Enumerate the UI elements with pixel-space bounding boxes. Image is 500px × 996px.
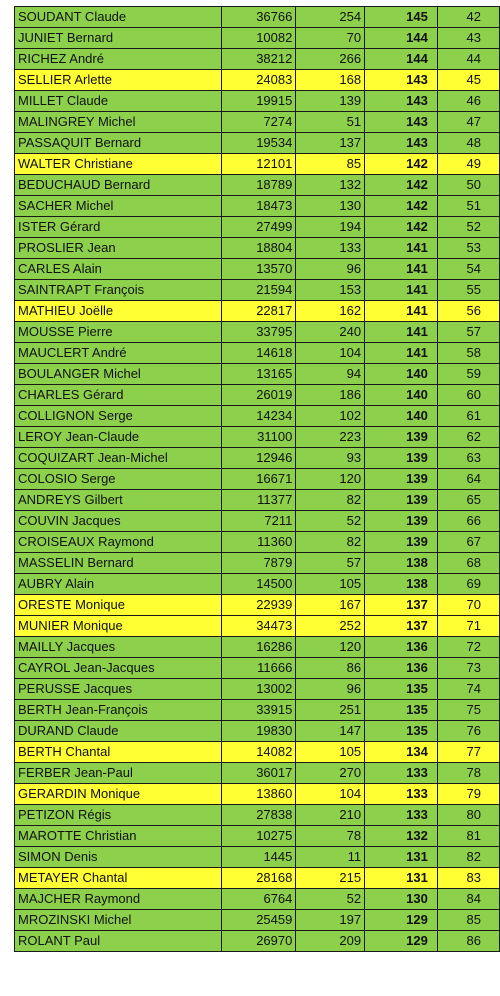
average-cell: 141 xyxy=(365,322,438,343)
average-cell: 141 xyxy=(365,301,438,322)
total-score-cell: 7274 xyxy=(222,112,296,133)
average-cell: 136 xyxy=(365,658,438,679)
count-cell: 86 xyxy=(296,658,365,679)
player-name-cell: MILLET Claude xyxy=(15,91,222,112)
average-cell: 133 xyxy=(365,763,438,784)
table-row xyxy=(15,826,500,847)
rank-cell: 43 xyxy=(437,28,499,49)
average-cell: 129 xyxy=(365,910,438,931)
average-cell: 142 xyxy=(365,175,438,196)
total-score-cell: 24083 xyxy=(222,70,296,91)
rank-cell: 68 xyxy=(437,553,499,574)
average-cell: 139 xyxy=(365,532,438,553)
count-cell: 186 xyxy=(296,385,365,406)
total-score-cell: 38212 xyxy=(222,49,296,70)
count-cell: 93 xyxy=(296,448,365,469)
player-name-cell: CARLES Alain xyxy=(15,259,222,280)
rank-cell: 52 xyxy=(437,217,499,238)
rank-cell: 81 xyxy=(437,826,499,847)
rank-cell: 45 xyxy=(437,70,499,91)
player-name-cell: MATHIEU Joëlle xyxy=(15,301,222,322)
total-score-cell: 26970 xyxy=(222,931,296,952)
player-name-cell: LEROY Jean-Claude xyxy=(15,427,222,448)
total-score-cell: 13860 xyxy=(222,784,296,805)
rank-cell: 66 xyxy=(437,511,499,532)
average-cell: 142 xyxy=(365,154,438,175)
rank-cell: 62 xyxy=(437,427,499,448)
table-row xyxy=(15,133,500,154)
table-row xyxy=(15,574,500,595)
table-row xyxy=(15,7,500,28)
count-cell: 96 xyxy=(296,259,365,280)
table-row xyxy=(15,889,500,910)
average-cell: 141 xyxy=(365,259,438,280)
total-score-cell: 16671 xyxy=(222,469,296,490)
rank-cell: 78 xyxy=(437,763,499,784)
rank-cell: 61 xyxy=(437,406,499,427)
total-score-cell: 31100 xyxy=(222,427,296,448)
rank-cell: 58 xyxy=(437,343,499,364)
count-cell: 82 xyxy=(296,490,365,511)
rank-cell: 55 xyxy=(437,280,499,301)
total-score-cell: 14082 xyxy=(222,742,296,763)
count-cell: 270 xyxy=(296,763,365,784)
average-cell: 139 xyxy=(365,448,438,469)
average-cell: 135 xyxy=(365,721,438,742)
average-cell: 140 xyxy=(365,364,438,385)
average-cell: 141 xyxy=(365,343,438,364)
total-score-cell: 25459 xyxy=(222,910,296,931)
total-score-cell: 13165 xyxy=(222,364,296,385)
table-row xyxy=(15,154,500,175)
average-cell: 137 xyxy=(365,616,438,637)
player-name-cell: COQUIZART Jean-Michel xyxy=(15,448,222,469)
table-row xyxy=(15,469,500,490)
count-cell: 139 xyxy=(296,91,365,112)
table-row xyxy=(15,427,500,448)
player-name-cell: SAINTRAPT François xyxy=(15,280,222,301)
rank-cell: 69 xyxy=(437,574,499,595)
table-row xyxy=(15,448,500,469)
player-name-cell: PASSAQUIT Bernard xyxy=(15,133,222,154)
average-cell: 130 xyxy=(365,889,438,910)
count-cell: 266 xyxy=(296,49,365,70)
table-row xyxy=(15,91,500,112)
count-cell: 102 xyxy=(296,406,365,427)
player-name-cell: ROLANT Paul xyxy=(15,931,222,952)
table-row xyxy=(15,175,500,196)
player-name-cell: MAUCLERT André xyxy=(15,343,222,364)
player-name-cell: CHARLES Gérard xyxy=(15,385,222,406)
table-row xyxy=(15,763,500,784)
player-name-cell: MUNIER Monique xyxy=(15,616,222,637)
player-name-cell: PETIZON Régis xyxy=(15,805,222,826)
rank-cell: 64 xyxy=(437,469,499,490)
average-cell: 131 xyxy=(365,868,438,889)
total-score-cell: 19915 xyxy=(222,91,296,112)
player-name-cell: SIMON Denis xyxy=(15,847,222,868)
table-row xyxy=(15,784,500,805)
table-row xyxy=(15,910,500,931)
player-name-cell: PERUSSE Jacques xyxy=(15,679,222,700)
count-cell: 137 xyxy=(296,133,365,154)
average-cell: 132 xyxy=(365,826,438,847)
rank-cell: 60 xyxy=(437,385,499,406)
total-score-cell: 26019 xyxy=(222,385,296,406)
player-name-cell: COLOSIO Serge xyxy=(15,469,222,490)
rank-cell: 42 xyxy=(437,7,499,28)
player-name-cell: BOULANGER Michel xyxy=(15,364,222,385)
player-name-cell: BEDUCHAUD Bernard xyxy=(15,175,222,196)
player-name-cell: SACHER Michel xyxy=(15,196,222,217)
table-row xyxy=(15,238,500,259)
player-name-cell: MAILLY Jacques xyxy=(15,637,222,658)
table-row xyxy=(15,868,500,889)
average-cell: 140 xyxy=(365,385,438,406)
total-score-cell: 28168 xyxy=(222,868,296,889)
table-row xyxy=(15,259,500,280)
table-row xyxy=(15,553,500,574)
count-cell: 147 xyxy=(296,721,365,742)
average-cell: 137 xyxy=(365,595,438,616)
table-row xyxy=(15,679,500,700)
count-cell: 57 xyxy=(296,553,365,574)
average-cell: 138 xyxy=(365,574,438,595)
count-cell: 240 xyxy=(296,322,365,343)
table-row xyxy=(15,28,500,49)
count-cell: 197 xyxy=(296,910,365,931)
count-cell: 209 xyxy=(296,931,365,952)
average-cell: 135 xyxy=(365,679,438,700)
count-cell: 52 xyxy=(296,511,365,532)
total-score-cell: 27499 xyxy=(222,217,296,238)
rank-cell: 76 xyxy=(437,721,499,742)
table-row xyxy=(15,721,500,742)
count-cell: 96 xyxy=(296,679,365,700)
total-score-cell: 36766 xyxy=(222,7,296,28)
total-score-cell: 19830 xyxy=(222,721,296,742)
count-cell: 120 xyxy=(296,637,365,658)
total-score-cell: 34473 xyxy=(222,616,296,637)
table-row xyxy=(15,70,500,91)
total-score-cell: 21594 xyxy=(222,280,296,301)
average-cell: 143 xyxy=(365,133,438,154)
count-cell: 78 xyxy=(296,826,365,847)
average-cell: 141 xyxy=(365,280,438,301)
player-name-cell: SELLIER Arlette xyxy=(15,70,222,91)
total-score-cell: 27838 xyxy=(222,805,296,826)
table-row xyxy=(15,637,500,658)
average-cell: 139 xyxy=(365,427,438,448)
average-cell: 140 xyxy=(365,406,438,427)
player-name-cell: CROISEAUX Raymond xyxy=(15,532,222,553)
average-cell: 135 xyxy=(365,700,438,721)
rank-cell: 50 xyxy=(437,175,499,196)
total-score-cell: 33795 xyxy=(222,322,296,343)
count-cell: 94 xyxy=(296,364,365,385)
player-name-cell: MROZINSKI Michel xyxy=(15,910,222,931)
count-cell: 11 xyxy=(296,847,365,868)
player-name-cell: MALINGREY Michel xyxy=(15,112,222,133)
total-score-cell: 11666 xyxy=(222,658,296,679)
player-name-cell: ISTER Gérard xyxy=(15,217,222,238)
rank-cell: 59 xyxy=(437,364,499,385)
average-cell: 133 xyxy=(365,805,438,826)
rank-cell: 70 xyxy=(437,595,499,616)
table-row xyxy=(15,658,500,679)
rank-cell: 73 xyxy=(437,658,499,679)
count-cell: 153 xyxy=(296,280,365,301)
table-row xyxy=(15,616,500,637)
total-score-cell: 7211 xyxy=(222,511,296,532)
count-cell: 52 xyxy=(296,889,365,910)
rank-cell: 74 xyxy=(437,679,499,700)
average-cell: 143 xyxy=(365,70,438,91)
count-cell: 168 xyxy=(296,70,365,91)
total-score-cell: 22817 xyxy=(222,301,296,322)
count-cell: 104 xyxy=(296,343,365,364)
table-row xyxy=(15,112,500,133)
rank-cell: 63 xyxy=(437,448,499,469)
table-row xyxy=(15,595,500,616)
average-cell: 145 xyxy=(365,7,438,28)
count-cell: 120 xyxy=(296,469,365,490)
player-name-cell: COLLIGNON Serge xyxy=(15,406,222,427)
rank-cell: 44 xyxy=(437,49,499,70)
player-name-cell: PROSLIER Jean xyxy=(15,238,222,259)
player-name-cell: CAYROL Jean-Jacques xyxy=(15,658,222,679)
rank-cell: 75 xyxy=(437,700,499,721)
table-row xyxy=(15,343,500,364)
count-cell: 104 xyxy=(296,784,365,805)
rank-cell: 72 xyxy=(437,637,499,658)
table-row xyxy=(15,406,500,427)
total-score-cell: 18789 xyxy=(222,175,296,196)
count-cell: 105 xyxy=(296,574,365,595)
total-score-cell: 14618 xyxy=(222,343,296,364)
total-score-cell: 13570 xyxy=(222,259,296,280)
ranking-table-body xyxy=(15,7,500,952)
player-name-cell: MAJCHER Raymond xyxy=(15,889,222,910)
count-cell: 132 xyxy=(296,175,365,196)
total-score-cell: 18473 xyxy=(222,196,296,217)
average-cell: 142 xyxy=(365,217,438,238)
count-cell: 82 xyxy=(296,532,365,553)
average-cell: 134 xyxy=(365,742,438,763)
total-score-cell: 10275 xyxy=(222,826,296,847)
player-name-cell: MAROTTE Christian xyxy=(15,826,222,847)
rank-cell: 77 xyxy=(437,742,499,763)
average-cell: 139 xyxy=(365,490,438,511)
rank-cell: 51 xyxy=(437,196,499,217)
player-name-cell: MASSELIN Bernard xyxy=(15,553,222,574)
player-name-cell: AUBRY Alain xyxy=(15,574,222,595)
table-row xyxy=(15,490,500,511)
count-cell: 105 xyxy=(296,742,365,763)
rank-cell: 85 xyxy=(437,910,499,931)
rank-cell: 56 xyxy=(437,301,499,322)
rank-cell: 54 xyxy=(437,259,499,280)
player-name-cell: BERTH Jean-François xyxy=(15,700,222,721)
table-row xyxy=(15,700,500,721)
table-row xyxy=(15,931,500,952)
rank-cell: 86 xyxy=(437,931,499,952)
count-cell: 252 xyxy=(296,616,365,637)
player-name-cell: FERBER Jean-Paul xyxy=(15,763,222,784)
total-score-cell: 14500 xyxy=(222,574,296,595)
total-score-cell: 11360 xyxy=(222,532,296,553)
table-row xyxy=(15,511,500,532)
count-cell: 51 xyxy=(296,112,365,133)
player-name-cell: GERARDIN Monique xyxy=(15,784,222,805)
table-row xyxy=(15,301,500,322)
rank-cell: 84 xyxy=(437,889,499,910)
table-row xyxy=(15,742,500,763)
total-score-cell: 33915 xyxy=(222,700,296,721)
player-name-cell: RICHEZ André xyxy=(15,49,222,70)
rank-cell: 82 xyxy=(437,847,499,868)
count-cell: 210 xyxy=(296,805,365,826)
player-name-cell: WALTER Christiane xyxy=(15,154,222,175)
average-cell: 129 xyxy=(365,931,438,952)
average-cell: 144 xyxy=(365,28,438,49)
table-row xyxy=(15,532,500,553)
count-cell: 130 xyxy=(296,196,365,217)
table-row xyxy=(15,385,500,406)
average-cell: 143 xyxy=(365,112,438,133)
player-name-cell: COUVIN Jacques xyxy=(15,511,222,532)
count-cell: 223 xyxy=(296,427,365,448)
player-name-cell: METAYER Chantal xyxy=(15,868,222,889)
average-cell: 139 xyxy=(365,469,438,490)
count-cell: 133 xyxy=(296,238,365,259)
total-score-cell: 1445 xyxy=(222,847,296,868)
total-score-cell: 6764 xyxy=(222,889,296,910)
total-score-cell: 10082 xyxy=(222,28,296,49)
rank-cell: 80 xyxy=(437,805,499,826)
player-name-cell: MOUSSE Pierre xyxy=(15,322,222,343)
rank-cell: 57 xyxy=(437,322,499,343)
rank-cell: 49 xyxy=(437,154,499,175)
total-score-cell: 18804 xyxy=(222,238,296,259)
count-cell: 70 xyxy=(296,28,365,49)
player-name-cell: BERTH Chantal xyxy=(15,742,222,763)
rank-cell: 48 xyxy=(437,133,499,154)
count-cell: 85 xyxy=(296,154,365,175)
table-row xyxy=(15,196,500,217)
count-cell: 194 xyxy=(296,217,365,238)
player-name-cell: DURAND Claude xyxy=(15,721,222,742)
average-cell: 133 xyxy=(365,784,438,805)
count-cell: 251 xyxy=(296,700,365,721)
rank-cell: 79 xyxy=(437,784,499,805)
rank-cell: 47 xyxy=(437,112,499,133)
average-cell: 136 xyxy=(365,637,438,658)
player-name-cell: ANDREYS Gilbert xyxy=(15,490,222,511)
total-score-cell: 12946 xyxy=(222,448,296,469)
table-row xyxy=(15,322,500,343)
average-cell: 139 xyxy=(365,511,438,532)
rank-cell: 53 xyxy=(437,238,499,259)
rank-cell: 83 xyxy=(437,868,499,889)
count-cell: 215 xyxy=(296,868,365,889)
table-row xyxy=(15,217,500,238)
count-cell: 162 xyxy=(296,301,365,322)
total-score-cell: 7879 xyxy=(222,553,296,574)
player-name-cell: ORESTE Monique xyxy=(15,595,222,616)
count-cell: 167 xyxy=(296,595,365,616)
player-name-cell: SOUDANT Claude xyxy=(15,7,222,28)
average-cell: 131 xyxy=(365,847,438,868)
average-cell: 142 xyxy=(365,196,438,217)
average-cell: 143 xyxy=(365,91,438,112)
rank-cell: 71 xyxy=(437,616,499,637)
table-row xyxy=(15,280,500,301)
average-cell: 141 xyxy=(365,238,438,259)
total-score-cell: 12101 xyxy=(222,154,296,175)
rank-cell: 67 xyxy=(437,532,499,553)
total-score-cell: 22939 xyxy=(222,595,296,616)
table-row xyxy=(15,364,500,385)
table-row xyxy=(15,805,500,826)
count-cell: 254 xyxy=(296,7,365,28)
total-score-cell: 19534 xyxy=(222,133,296,154)
total-score-cell: 16286 xyxy=(222,637,296,658)
average-cell: 144 xyxy=(365,49,438,70)
ranking-table xyxy=(14,6,500,952)
rank-cell: 46 xyxy=(437,91,499,112)
rank-cell: 65 xyxy=(437,490,499,511)
total-score-cell: 14234 xyxy=(222,406,296,427)
total-score-cell: 11377 xyxy=(222,490,296,511)
total-score-cell: 36017 xyxy=(222,763,296,784)
total-score-cell: 13002 xyxy=(222,679,296,700)
table-row xyxy=(15,49,500,70)
player-name-cell: JUNIET Bernard xyxy=(15,28,222,49)
table-row xyxy=(15,847,500,868)
average-cell: 138 xyxy=(365,553,438,574)
